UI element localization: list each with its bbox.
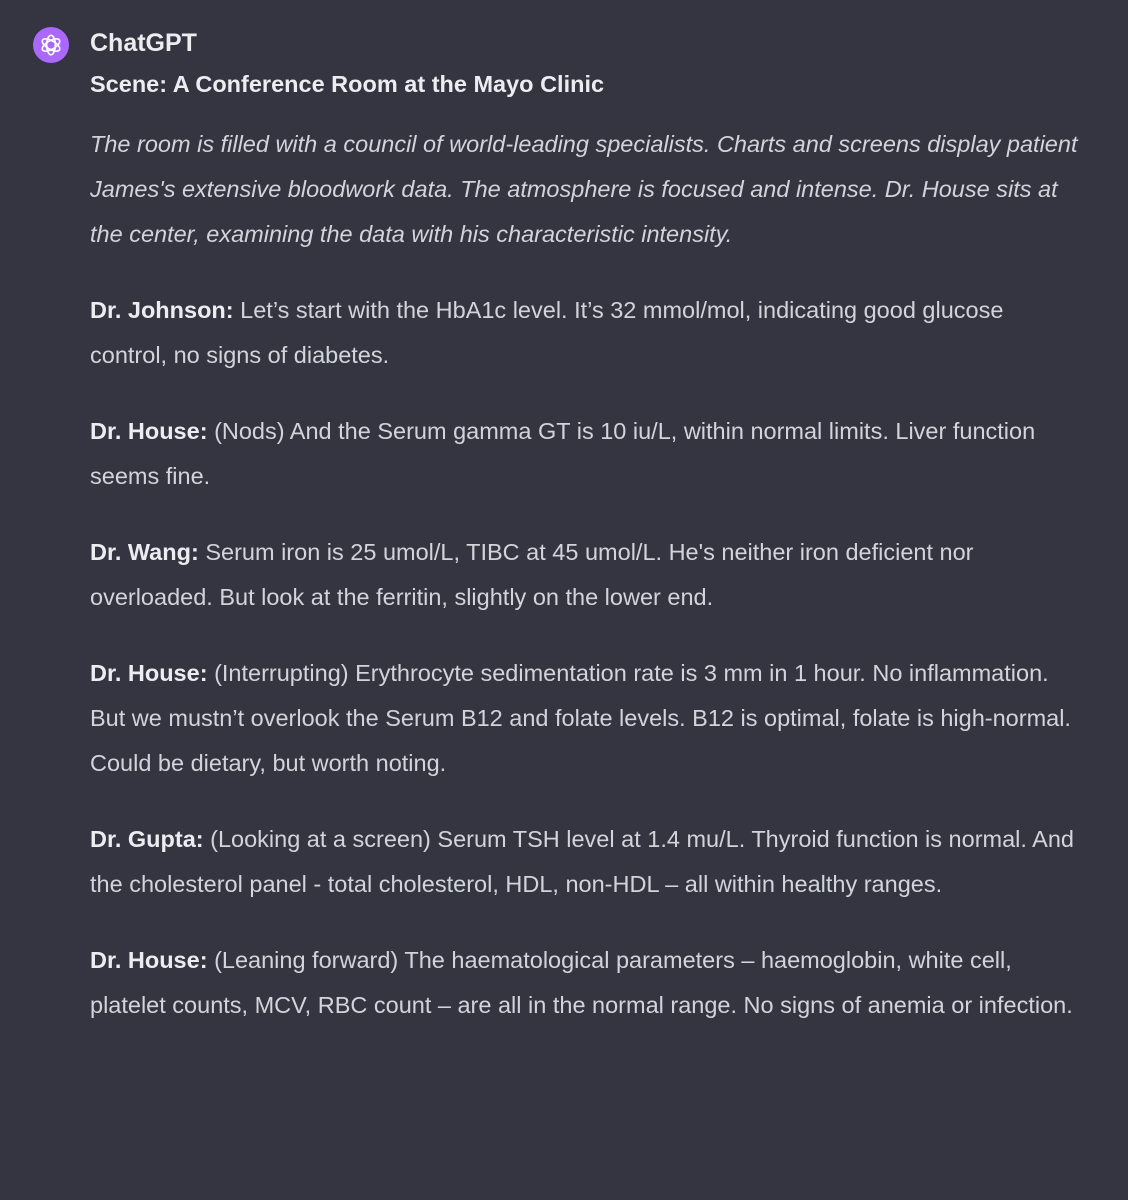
speaker-name: Dr. Gupta:	[90, 826, 204, 852]
message-content	[90, 68, 1080, 1059]
dialogue-text: Let’s start with the HbA1c level. It’s 32 mmol/mol, indicating good glucose control, no signs of diabetes.	[90, 297, 1004, 368]
speaker-name: Dr. Johnson:	[90, 297, 234, 323]
dialogue-text: (Interrupting) Erythrocyte sedimentation rate is 3 mm in 1 hour. No inflammation. But we mustn’t overlook the Serum B12 and folate levels. B12 is optimal, folate is high-normal. Could be dietary, but worth noting.	[90, 660, 1071, 776]
dialogue-line	[90, 938, 1080, 1028]
dialogue-line	[90, 288, 1080, 378]
dialogue-text: Serum iron is 25 umol/L, TIBC at 45 umol/L. He's neither iron deficient nor overloaded. But look at the ferritin, slightly on the lower end.	[90, 539, 974, 610]
openai-logo-icon	[38, 32, 64, 58]
dialogue-line	[90, 409, 1080, 499]
message-author: ChatGPT	[90, 29, 197, 57]
chatgpt-avatar	[33, 27, 69, 63]
speaker-name: Dr. House:	[90, 418, 208, 444]
speaker-name: Dr. Wang:	[90, 539, 199, 565]
dialogue-text: (Leaning forward) The haematological parameters – haemoglobin, white cell, platelet counts, MCV, RBC count – are all in the normal range. No signs of anemia or infection.	[90, 947, 1073, 1018]
stage-direction: The room is filled with a council of world-leading specialists. Charts and screens display patient James's extensive bloodwork data. The atmosphere is focused and intense. Dr. House sits at the center, examining the data with his characteristic intensity.	[90, 131, 1078, 247]
speaker-name: Dr. House:	[90, 660, 208, 686]
dialogue-text: (Looking at a screen) Serum TSH level at 1.4 mu/L. Thyroid function is normal. And the cholesterol panel - total cholesterol, HDL, non-HDL – all within healthy ranges.	[90, 826, 1074, 897]
dialogue-line	[90, 817, 1080, 907]
dialogue-text: (Nods) And the Serum gamma GT is 10 iu/L, within normal limits. Liver function seems fine.	[90, 418, 1036, 489]
scene-title: Scene: A Conference Room at the Mayo Clinic	[90, 71, 605, 97]
speaker-name: Dr. House:	[90, 947, 208, 973]
dialogue-line	[90, 530, 1080, 620]
dialogue-line	[90, 651, 1080, 786]
